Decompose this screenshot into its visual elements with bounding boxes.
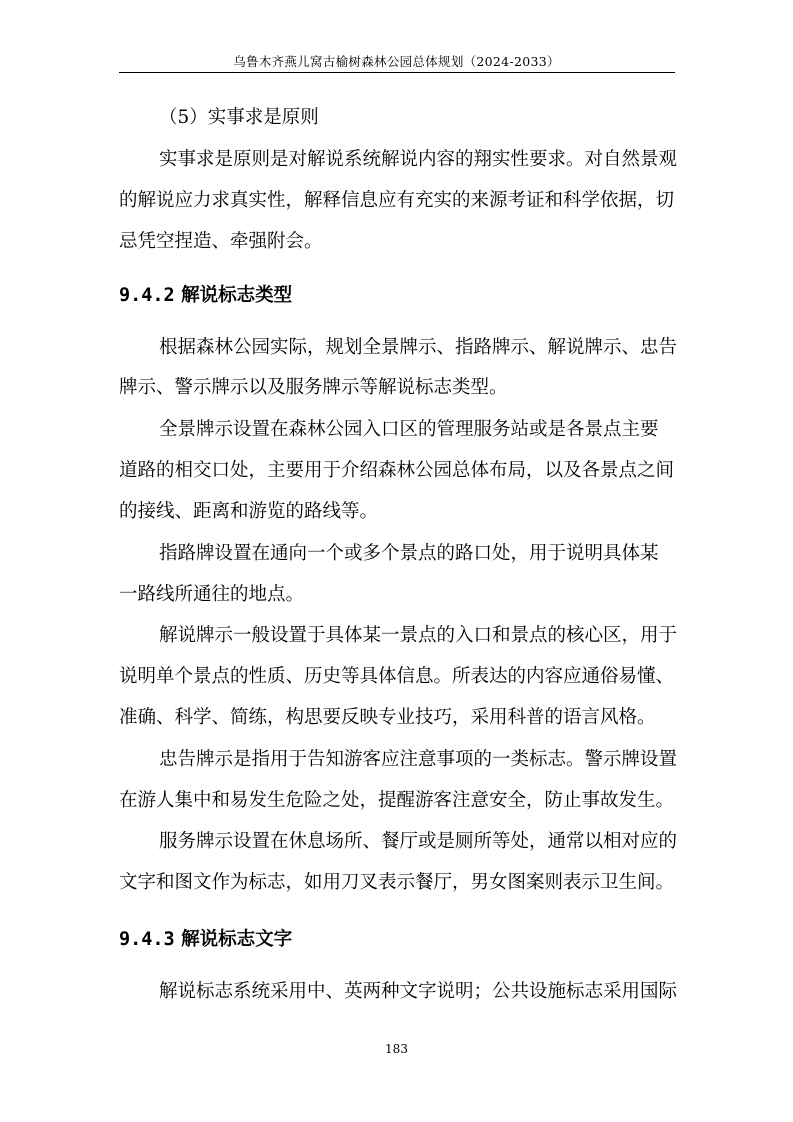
paragraph-line: 解说标志系统采用中、英两种文字说明；公共设施标志采用国际 (159, 981, 678, 1002)
section-heading-9-4-2 (119, 284, 292, 308)
paragraph-line: 的接线、距离和游览的路线等。 (119, 501, 379, 522)
section-heading-9-4-3 (119, 928, 292, 952)
paragraph-line: 忠告牌示是指用于告知游客应注意事项的一类标志。警示牌设置 (159, 749, 678, 770)
section-title: 解说标志类型 (181, 285, 293, 306)
paragraph-line: 根据森林公园实际，规划全景牌示、指路牌示、解说牌示、忠告 (159, 337, 678, 358)
header-rule (119, 72, 675, 73)
section-number: 9.4.2 (119, 285, 175, 306)
paragraph-line: 全景牌示设置在森林公园入口区的管理服务站或是各景点主要 (159, 419, 659, 440)
paragraph-line: 在游人集中和易发生危险之处，提醒游客注意安全，防止事故发生。 (119, 790, 675, 811)
paragraph-line: 实事求是原则是对解说系统解说内容的翔实性要求。对自然景观 (159, 149, 678, 170)
paragraph-line: 一路线所通往的地点。 (119, 584, 305, 605)
paragraph-line: 的解说应力求真实性，解释信息应有充实的来源考证和科学依据，切 (119, 190, 675, 211)
principle-5-title: （5）实事求是原则 (159, 107, 319, 128)
paragraph-line: 道路的相交口处，主要用于介绍森林公园总体布局，以及各景点之间 (119, 460, 675, 481)
section-number: 9.4.3 (119, 929, 175, 950)
paragraph-line: 准确、科学、简练，构思要反映专业技巧，采用科普的语言风格。 (119, 707, 656, 728)
paragraph-line: 解说牌示一般设置于具体某一景点的入口和景点的核心区，用于 (159, 625, 678, 646)
paragraph-line: 服务牌示设置在休息场所、餐厅或是厕所等处，通常以相对应的 (159, 831, 678, 852)
paragraph-line: 指路牌设置在通向一个或多个景点的路口处，用于说明具体某 (159, 543, 659, 564)
paragraph-line: 牌示、警示牌示以及服务牌示等解说标志类型。 (119, 377, 508, 398)
running-header: 乌鲁木齐燕儿窝古榆树森林公园总体规划（2024-2033） (233, 54, 560, 69)
page-number: 183 (385, 1042, 408, 1056)
paragraph-line: 说明单个景点的性质、历史等具体信息。所表达的内容应通俗易懂、 (119, 666, 675, 687)
section-title: 解说标志文字 (181, 929, 293, 950)
paragraph-line: 忌凭空捏造、牵强附会。 (119, 231, 323, 252)
paragraph-line: 文字和图文作为标志，如用刀叉表示餐厅，男女图案则表示卫生间。 (119, 872, 675, 893)
